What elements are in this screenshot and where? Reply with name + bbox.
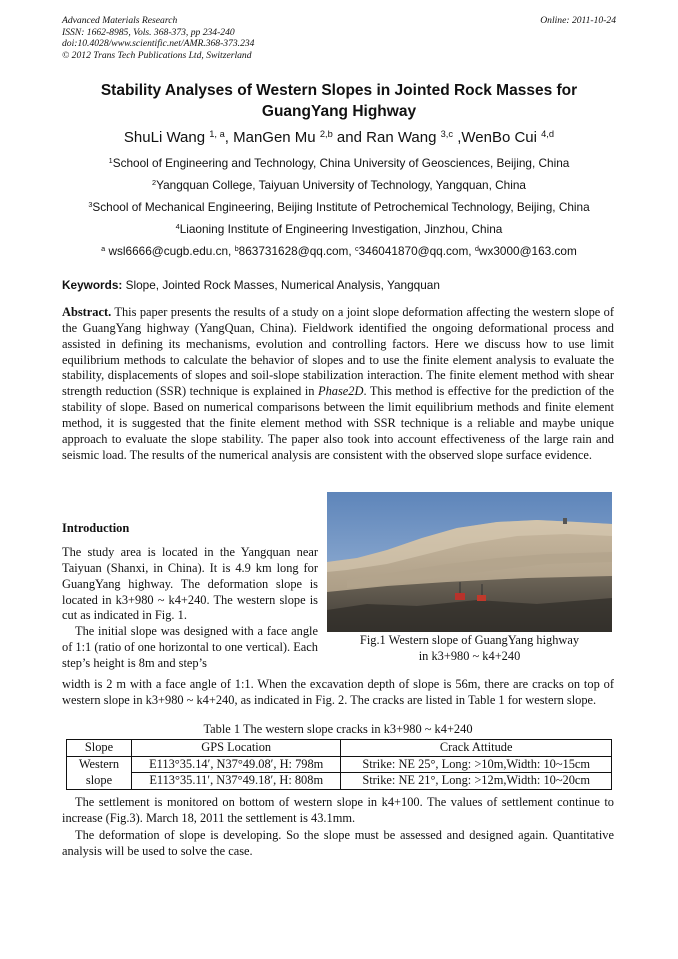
author-sup: 4,d — [541, 128, 555, 139]
author-sup: 3,c — [440, 128, 454, 139]
affiliation-mark: 3 — [88, 199, 93, 209]
figure-1-caption — [327, 633, 612, 664]
intro-paragraph-2-end: width is 2 m with a face angle of 1:1. When the excavation depth of slope is 56m, there are cracks on top of western slope in k3+980 ~ k4+240, as indicated in Fig. 2. The cracks are listed in Table 1 for western slope. — [62, 677, 614, 707]
author-sep: , — [224, 129, 234, 146]
author-name: WenBo Cui — [461, 129, 537, 146]
table-header-cell: GPS Location — [132, 740, 341, 757]
table-row — [67, 756, 612, 773]
email-mark: c — [354, 243, 359, 253]
issn-line: ISSN: 1662-8985, Vols. 368-373, pp 234-240 — [62, 26, 235, 38]
affiliation-1 — [40, 156, 638, 171]
author-sup: 2,b — [319, 128, 333, 139]
copyright-line: © 2012 Trans Tech Publications Ltd, Switzerland — [62, 49, 252, 61]
online-date: Online: 2011-10-24 — [540, 15, 616, 26]
email-mark: d — [474, 243, 479, 253]
keywords-text: Slope, Jointed Rock Masses, Numerical Analysis, Yangquan — [122, 278, 440, 292]
affiliation-mark: 1 — [108, 155, 113, 165]
author-sep: and — [332, 129, 367, 146]
affiliation-mark: 4 — [175, 221, 180, 231]
intro-paragraph-4: The deformation of slope is developing. So the slope must be assessed and designed again. Quantitative analysis will be used to solve the case. — [62, 828, 614, 858]
affiliation-text: Liaoning Institute of Engineering Investigation, Jinzhou, China — [179, 222, 503, 236]
doi-line: doi:10.4028/www.scientific.net/AMR.368-373.234 — [62, 38, 255, 49]
table-1-caption: Table 1 The western slope cracks in k3+980 ~ k4+240 — [203, 722, 473, 736]
table-header-row — [67, 740, 612, 757]
caption-line-1: Fig.1 Western slope of GuangYang highway — [359, 633, 580, 647]
intro-column — [62, 545, 318, 672]
intro-paragraph-3: The settlement is monitored on bottom of western slope in k4+100. The values of settlement continue to increase (Fig.3). March 18, 2011 the settlement is 43.1mm. — [62, 795, 614, 825]
intro-paragraph-2-start: The initial slope was designed with a face angle of 1:1 (ratio of one horizontal to one vertical). Each step’s height is 8m and step’s — [62, 624, 318, 670]
table-cell-gps: E113°35.14′, N37°49.08′, H: 798m — [132, 756, 341, 773]
abstract — [62, 305, 614, 463]
email-mark: a — [101, 243, 106, 253]
table-slope-cell — [67, 756, 132, 789]
figure-1-photo — [327, 492, 612, 632]
email-mark: b — [234, 243, 239, 253]
table-cell-crack: Strike: NE 25°, Long: >10m,Width: 10~15cm — [341, 756, 612, 773]
email-address[interactable]: 863731628@qq.com, — [238, 244, 355, 258]
journal-name: Advanced Materials Research — [62, 15, 178, 26]
affiliation-mark: 2 — [152, 177, 157, 187]
author-name: ManGen Mu — [233, 129, 316, 146]
email-address[interactable]: 346041870@qq.com, — [358, 244, 475, 258]
author-list — [62, 128, 616, 148]
email-address[interactable]: wx3000@163.com — [478, 244, 577, 258]
intro-paragraph-1: The study area is located in the Yangquan near Taiyuan (Shanxi, in China). It is 4.9 km long for GuangYang highway. The deformation slope is located in k3+980 ~ k4+240. The western slope is cut as indicated in Fig. 1. — [62, 545, 318, 623]
paper-title: Stability Analyses of Western Slopes in Jointed Rock Masses for GuangYang Highway — [100, 82, 578, 120]
slope-line-2: slope — [85, 772, 113, 787]
slope-line-1: Western — [78, 757, 120, 771]
table-cell-gps: E113°35.11′, N37°49.18′, H: 808m — [132, 773, 341, 790]
abstract-text: This paper presents the results of a study on a joint slope deformation affecting the western slope of the GuangYang highway (YangQuan, China). Fieldwork identified the ongoing deformational process and assisted in defining its mechanisms, evolution and controlling factors. Here we discuss how to use limit equilibrium methods to calculate the behavior of slopes and to use the finite element analysis to evaluate the stability, displacements of slopes and soil-slope stabilization interaction. The finite element method with shear strength reduction (SSR) technique is explained in — [62, 305, 614, 399]
author-name: Ran Wang — [366, 129, 437, 146]
slope-photo-illustration — [327, 492, 612, 632]
abstract-text-end: . This method is effective for the prediction of the stability of slope. Based on numerical comparisons between the limit equilibrium methods and finite element method, it is suggested that the finite element method with SSR technique is a reliable and maybe unique approach to evaluate the slope stability. The paper also took into account effectiveness of the large rain and seismic load. The results of the numerical analysis are consistent with the observed slope surface evidence. — [62, 384, 614, 462]
keywords — [62, 278, 616, 293]
table-row — [67, 773, 612, 790]
author-name: ShuLi Wang — [123, 129, 206, 146]
affiliation-text: School of Engineering and Technology, China University of Geosciences, Beijing, China — [112, 156, 570, 170]
table-1 — [66, 739, 612, 790]
caption-line-2: in k3+980 ~ k4+240 — [418, 648, 521, 663]
affiliation-text: School of Mechanical Engineering, Beijing Institute of Petrochemical Technology, Beijing, China — [92, 200, 590, 214]
author-sep: , — [453, 129, 462, 146]
table-cell-crack: Strike: NE 21°, Long: >12m,Width: 10~20cm — [341, 773, 612, 790]
affiliation-2 — [40, 178, 638, 193]
email-list — [40, 244, 638, 259]
keywords-label: Keywords: — [62, 278, 123, 292]
journal-header — [62, 15, 616, 61]
affiliation-4 — [40, 222, 638, 237]
abstract-italic: Phase2D — [318, 384, 364, 399]
affiliation-text: Yangquan College, Taiyuan University of Technology, Yangquan, China — [156, 178, 526, 192]
table-header-cell: Crack Attitude — [341, 740, 612, 757]
table-header-cell: Slope — [67, 740, 132, 757]
abstract-label: Abstract. — [62, 305, 112, 319]
affiliation-3 — [40, 200, 638, 215]
author-sup: 1, a — [209, 128, 225, 139]
email-address[interactable]: wsl6666@cugb.edu.cn, — [108, 244, 235, 258]
section-heading-introduction: Introduction — [62, 521, 130, 535]
